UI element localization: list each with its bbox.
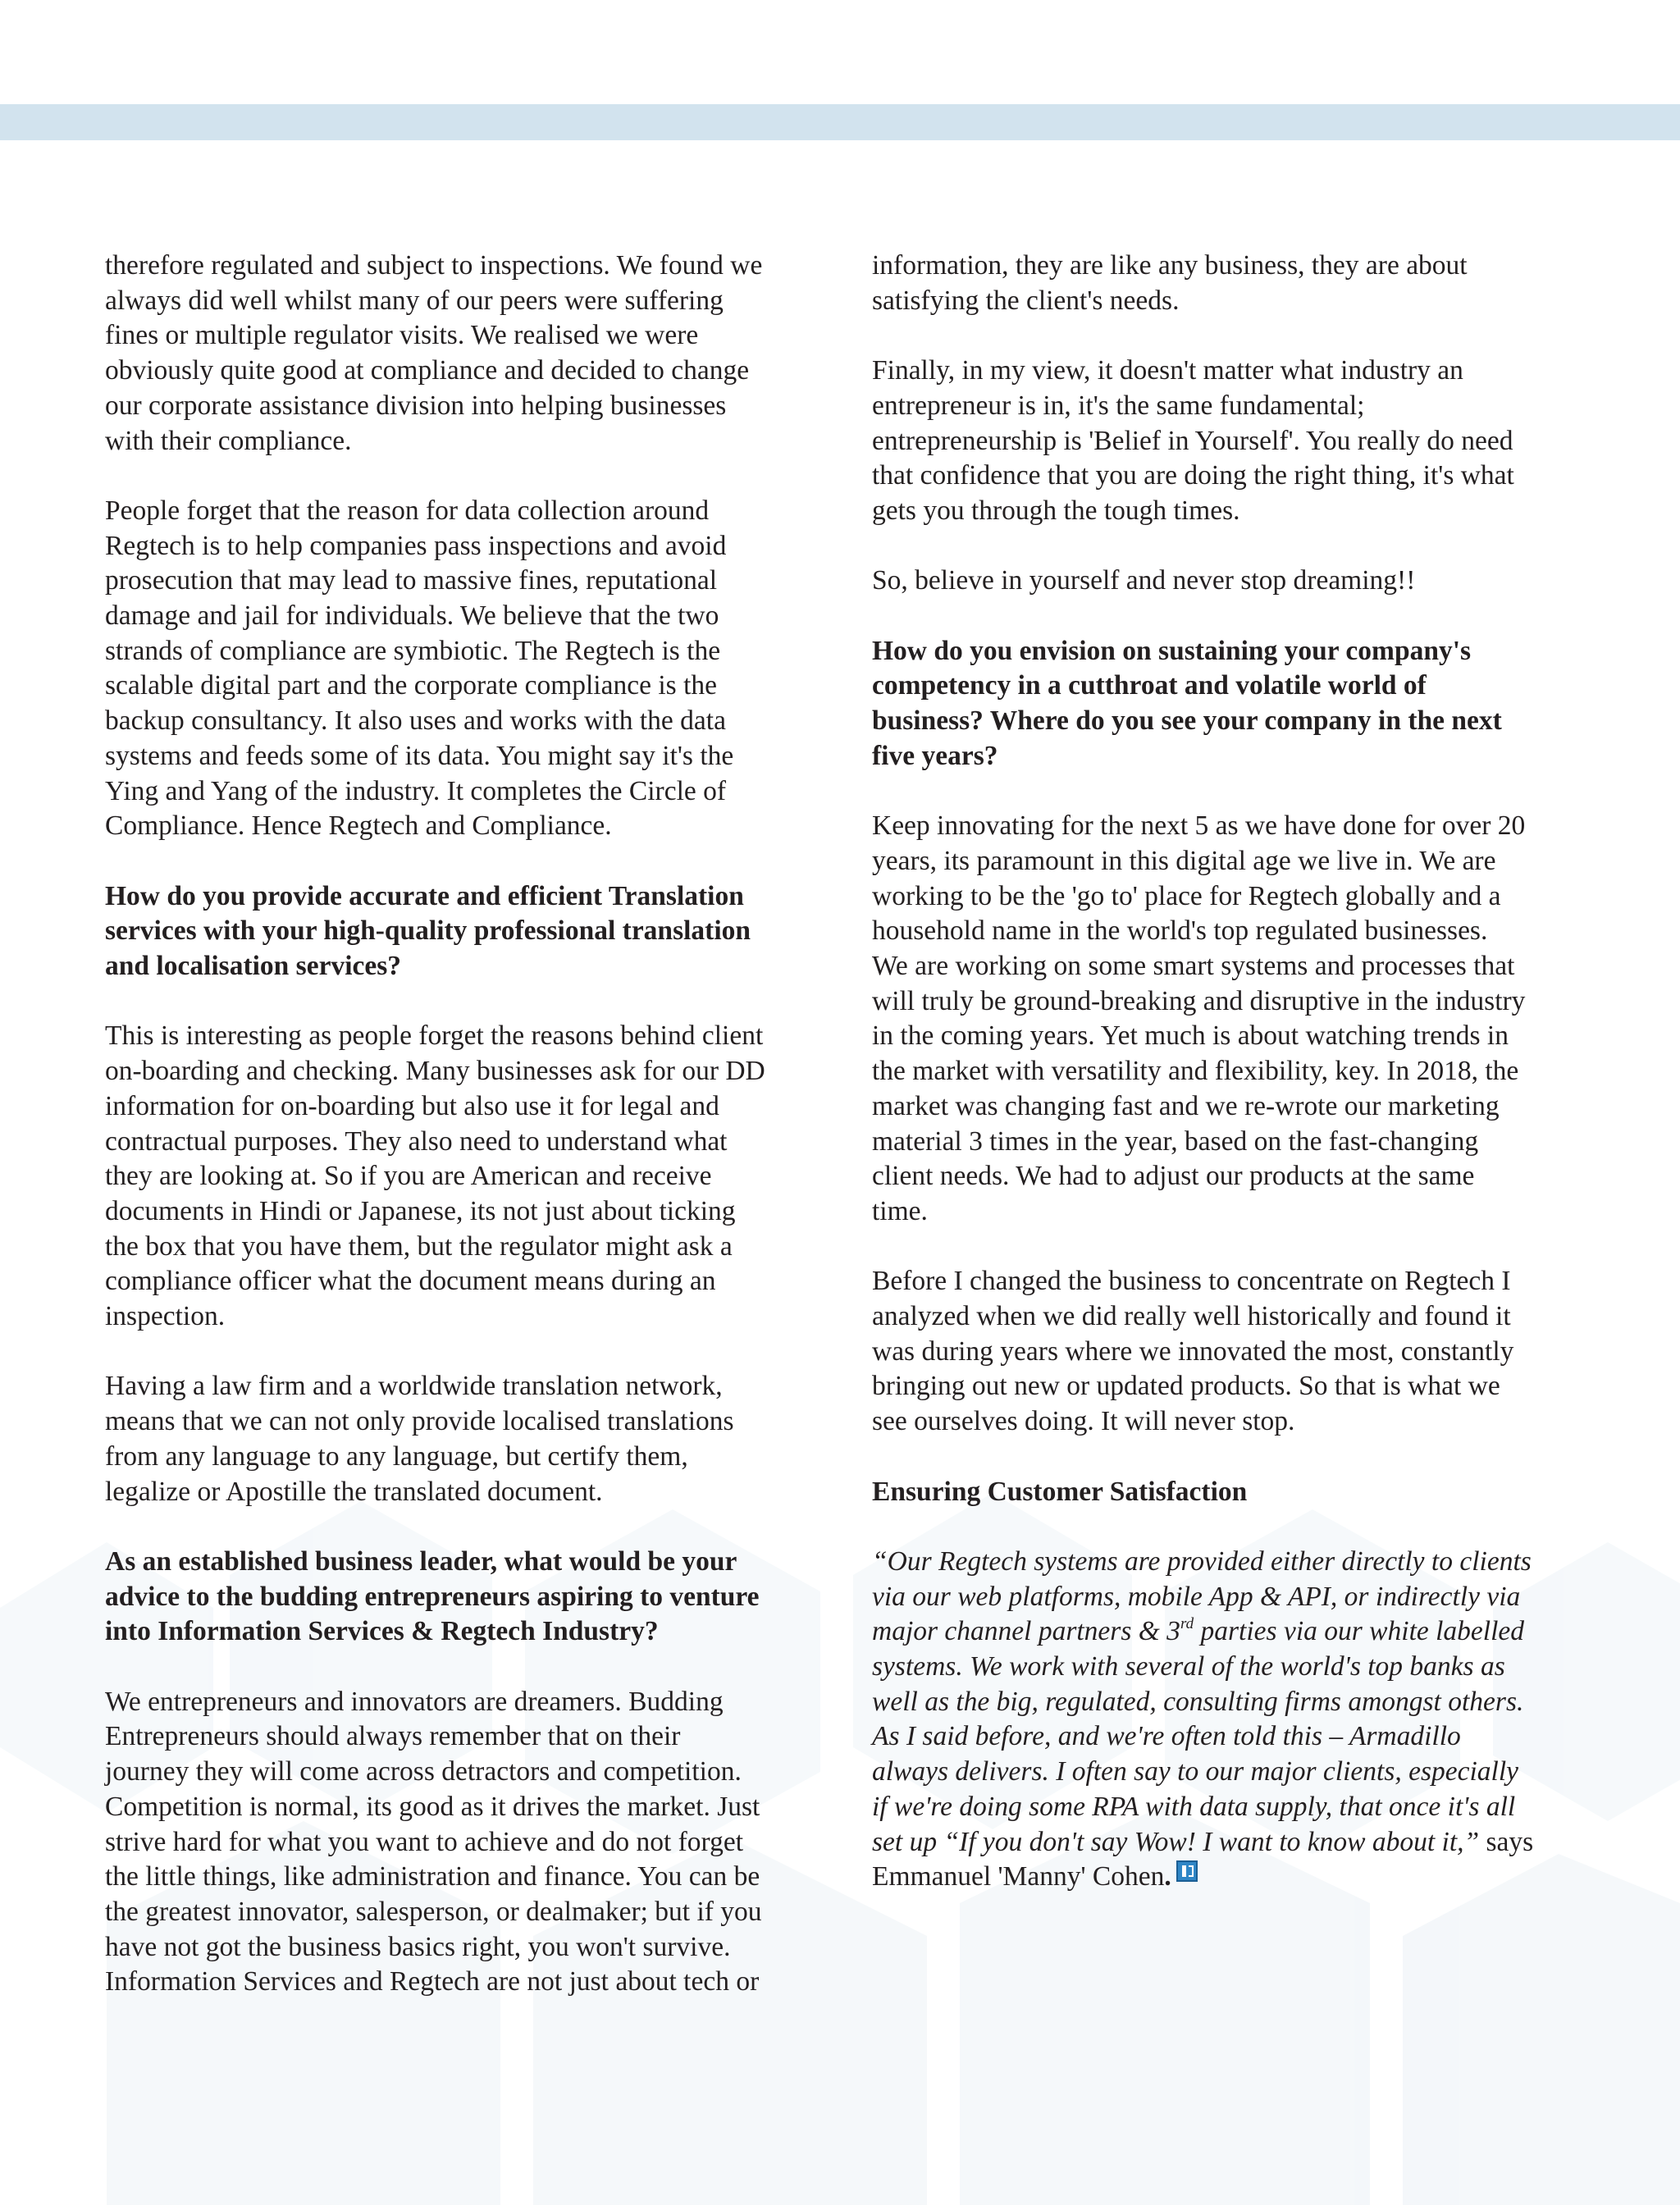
text-line: into Information Services & Regtech Industry? (105, 1616, 659, 1647)
quote-paragraph (872, 1545, 1594, 1895)
text-line: As I said before, and we're often told this – Armadillo (872, 1721, 1461, 1752)
text-line: strands of compliance are symbiotic. The Regtech is the (105, 635, 721, 666)
text-line: Ensuring Customer Satisfaction (872, 1476, 1248, 1507)
text-line: Having a law firm and a worldwide translation network, (105, 1371, 723, 1402)
text-line: services with your high-quality professional translation (105, 915, 751, 947)
text-line: that confidence that you are doing the right thing, it's what (872, 460, 1514, 491)
body-paragraph (105, 494, 819, 844)
text-line: information for on-boarding but also use it for legal and (105, 1090, 719, 1121)
text-line: Compliance. Hence Regtech and Compliance. (105, 810, 612, 842)
text-line: This is interesting as people forget the reasons behind client (105, 1020, 764, 1052)
text-line: Finally, in my view, it doesn't matter what industry an (872, 355, 1463, 386)
end-of-article-icon (1176, 1860, 1198, 1882)
text-line: have not got the business basics right, you won't survive. (105, 1931, 731, 1962)
text-line: legalize or Apostille the translated document. (105, 1476, 603, 1507)
text-line: We entrepreneurs and innovators are dreamers. Budding (105, 1686, 724, 1717)
text-line: time. (872, 1195, 928, 1226)
text-line: People forget that the reason for data collection around (105, 495, 710, 526)
text-line: the market with versatility and flexibility, key. In 2018, the (872, 1056, 1519, 1087)
text-line: client needs. We had to adjust our products at the same (872, 1161, 1475, 1192)
text-fragment: . (1164, 1861, 1171, 1892)
body-paragraph (105, 1685, 819, 2000)
text-line: working to be the 'go to' place for Regtech globally and a (872, 880, 1501, 911)
text-line (872, 1860, 1594, 1895)
body-paragraph (872, 564, 1594, 599)
body-paragraph (872, 249, 1594, 318)
text-line: with their compliance. (105, 425, 352, 456)
text-line: Entrepreneurs should always remember that on their (105, 1721, 681, 1752)
superscript: rd (1180, 1615, 1194, 1633)
body-paragraph (105, 249, 819, 459)
text-line (872, 1825, 1594, 1860)
body-paragraph (872, 809, 1594, 1229)
text-line: household name in the world's top regulated businesses. (872, 915, 1488, 947)
text-line: on-boarding and checking. Many businesses ask for our DD (105, 1056, 765, 1087)
text-line: in the coming years. Yet much is about watching trends in (872, 1020, 1509, 1052)
question-heading (105, 879, 819, 984)
question-heading (105, 1545, 819, 1650)
text-line: market was changing fast and we re-wrote our marketing (872, 1090, 1500, 1121)
text-line: scalable digital part and the corporate compliance is the (105, 670, 717, 701)
text-line: Regtech is to help companies pass inspections and avoid (105, 530, 727, 561)
text-line: see ourselves doing. It will never stop. (872, 1406, 1295, 1437)
text-line: information, they are like any business, they are about (872, 250, 1468, 281)
text-line: Keep innovating for the next 5 as we have done for over 20 (872, 810, 1526, 842)
text-line: always delivers. I often say to our major clients, especially (872, 1756, 1519, 1787)
body-paragraph (105, 1019, 819, 1334)
text-line: prosecution that may lead to massive fines, reputational (105, 565, 718, 596)
text-line: As an established business leader, what would be your (105, 1545, 737, 1577)
text-line: strive hard for what you want to achieve and do not forget (105, 1826, 744, 1857)
text-fragment: major channel partners & 3 (872, 1616, 1180, 1647)
text-line: documents in Hindi or Japanese, its not just about ticking (105, 1195, 736, 1226)
text-line: if we're doing some RPA with data supply, that once it's all (872, 1791, 1516, 1822)
text-line (872, 1614, 1594, 1650)
text-line: always did well whilst many of our peers were suffering (105, 285, 724, 316)
text-line: gets you through the tough times. (872, 495, 1240, 526)
text-line: competency in a cutthroat and volatile world of (872, 670, 1427, 701)
text-line: So, believe in yourself and never stop dreaming!! (872, 565, 1416, 596)
text-line: obviously quite good at compliance and decided to change (105, 355, 750, 386)
text-line: backup consultancy. It also uses and works with the data (105, 705, 726, 737)
text-line: five years? (872, 740, 998, 771)
text-line: “Our Regtech systems are provided either directly to clients (872, 1545, 1532, 1577)
text-line: systems and feeds some of its data. You might say it's the (105, 740, 734, 771)
text-line: the greatest innovator, salesperson, or dealmaker; but if you (105, 1896, 762, 1927)
text-line: Before I changed the business to concentrate on Regtech I (872, 1266, 1511, 1297)
attribution-name: Emmanuel 'Manny' Cohen (872, 1861, 1165, 1892)
text-line: We are working on some smart systems and processes that (872, 951, 1515, 981)
text-line: Information Services and Regtech are not just about tech or (105, 1966, 760, 1997)
text-line: material 3 times in the year, based on the fast-changing (872, 1125, 1479, 1157)
text-line: was during years where we innovated the most, constantly (872, 1335, 1514, 1367)
text-line: journey they will come across detractors and competition. (105, 1756, 742, 1787)
text-line: contractual purposes. They also need to understand what (105, 1125, 728, 1157)
header-band (0, 104, 1680, 140)
text-line: will truly be ground-breaking and disruptive in the industry (872, 985, 1526, 1016)
text-fragment: says (1479, 1826, 1534, 1857)
text-line: means that we can not only provide localised translations (105, 1406, 734, 1437)
text-line: fines or multiple regulator visits. We realised we were (105, 320, 699, 351)
text-line: therefore regulated and subject to inspections. We found we (105, 250, 763, 281)
text-line: well as the big, regulated, consulting firms amongst others. (872, 1686, 1524, 1717)
text-line: our corporate assistance division into helping businesses (105, 390, 727, 421)
text-line: satisfying the client's needs. (872, 285, 1180, 316)
text-line: the little things, like administration and finance. You can be (105, 1861, 760, 1892)
text-line: and localisation services? (105, 951, 402, 982)
question-heading (872, 634, 1594, 774)
text-line: via our web platforms, mobile App & API, or indirectly via (872, 1581, 1521, 1612)
text-line: they are looking at. So if you are American and receive (105, 1161, 712, 1192)
text-line: years, its paramount in this digital age we live in. We are (872, 845, 1496, 876)
right-column (872, 249, 1594, 1930)
text-line: entrepreneurship is 'Belief in Yourself'. You really do need (872, 425, 1513, 456)
text-fragment: parties via our white labelled (1194, 1616, 1525, 1647)
text-line: How do you provide accurate and efficient Translation (105, 880, 744, 911)
text-line: entrepreneur is in, it's the same fundamental; (872, 390, 1365, 421)
text-line: systems. We work with several of the world's top banks as (872, 1651, 1505, 1682)
text-line: How do you envision on sustaining your company's (872, 635, 1472, 666)
text-fragment: set up “If you don't say Wow! I want to know about it,” (872, 1826, 1480, 1857)
text-line: from any language to any language, but certify them, (105, 1440, 688, 1472)
text-line: compliance officer what the document means during an (105, 1266, 716, 1297)
text-line: inspection. (105, 1301, 226, 1332)
text-line: analyzed when we did really well historically and found it (872, 1301, 1511, 1332)
text-line: business? Where do you see your company in the next (872, 705, 1502, 737)
body-paragraph (872, 354, 1594, 529)
left-column (105, 249, 819, 2035)
text-line: bringing out new or updated products. So that is what we (872, 1371, 1500, 1402)
body-paragraph (105, 1369, 819, 1509)
question-heading (872, 1475, 1594, 1510)
text-line: Ying and Yang of the industry. It completes the Circle of (105, 775, 727, 806)
text-line: damage and jail for individuals. We believe that the two (105, 600, 719, 632)
text-line: advice to the budding entrepreneurs aspiring to venture (105, 1581, 760, 1612)
text-line: the box that you have them, but the regulator might ask a (105, 1230, 733, 1262)
body-paragraph (872, 1264, 1594, 1440)
text-line: Competition is normal, its good as it drives the market. Just (105, 1791, 760, 1822)
